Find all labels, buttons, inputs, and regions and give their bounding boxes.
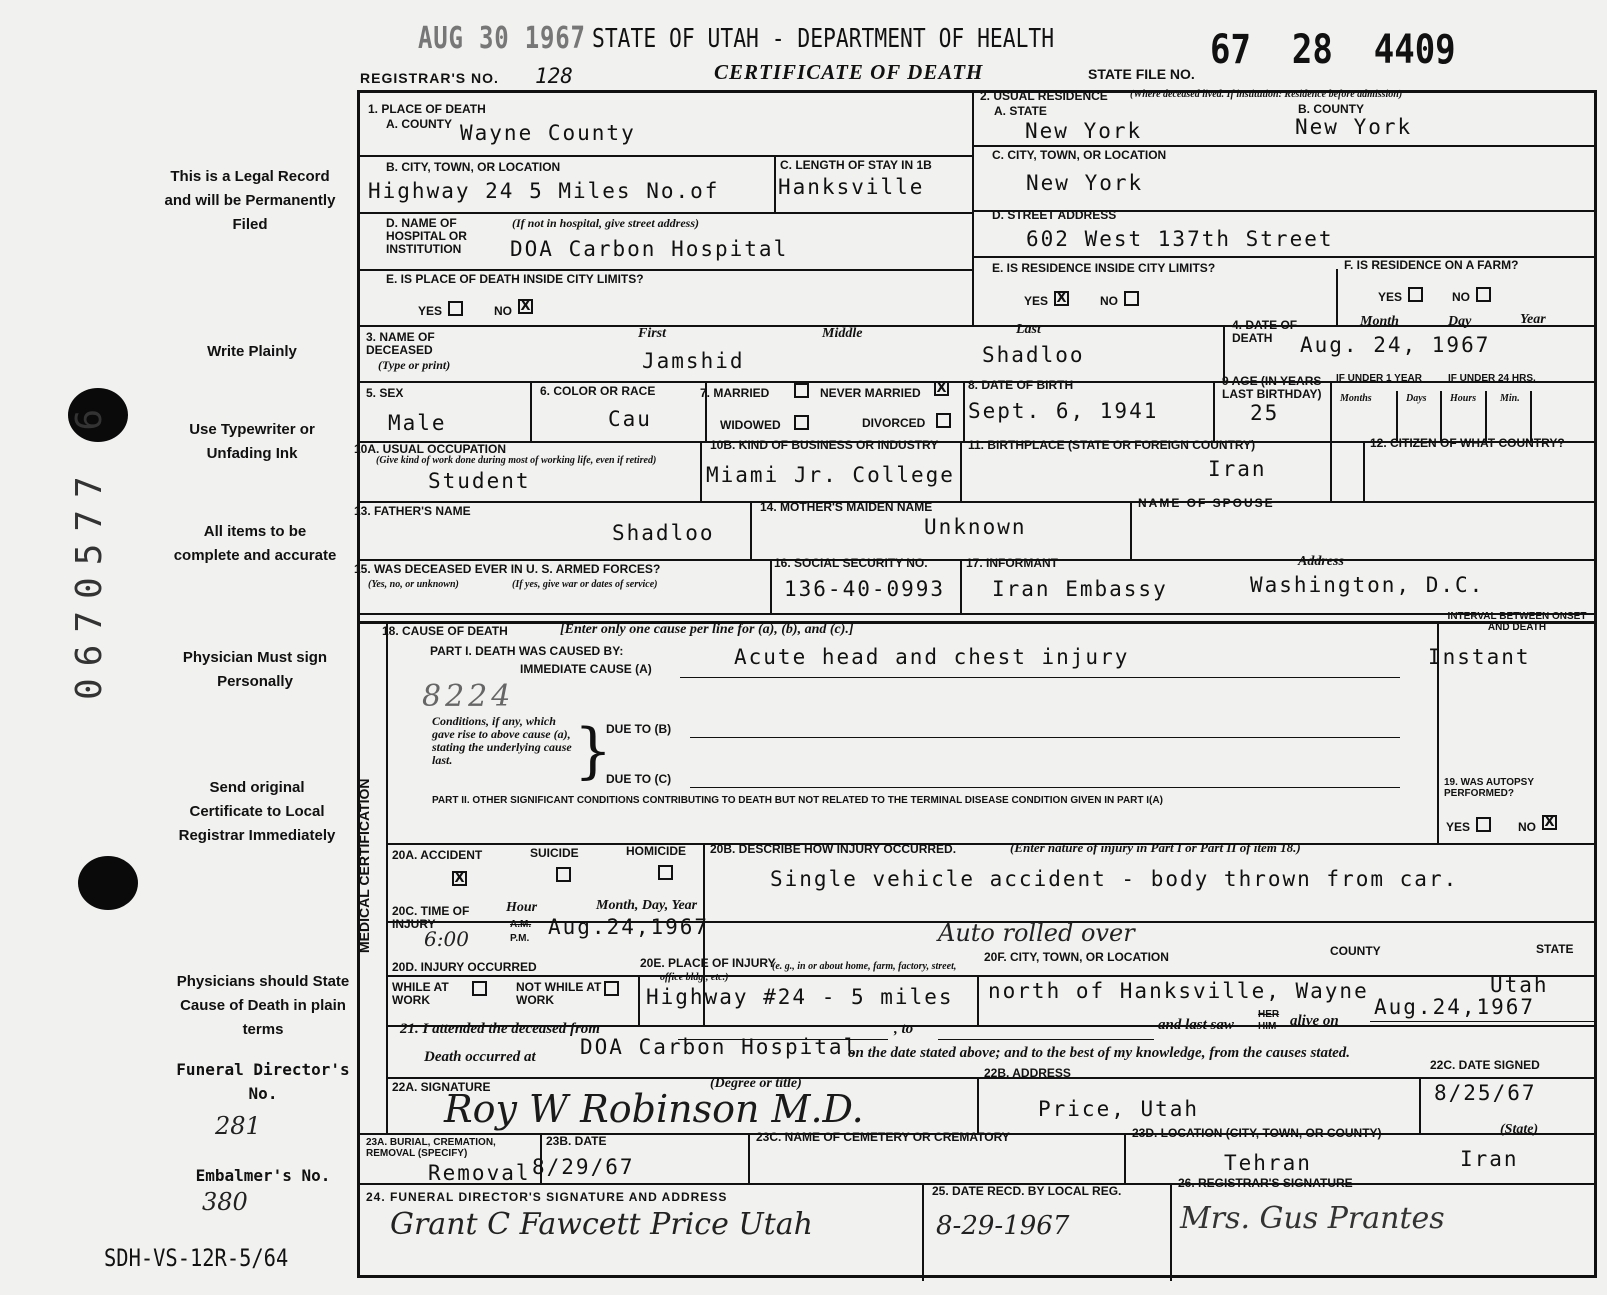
am-label: A.M. [510, 919, 532, 930]
city-c-label: C. CITY, TOWN, OR LOCATION [992, 148, 1167, 162]
farm-label: F. IS RESIDENCE ON A FARM? [1344, 258, 1519, 272]
ssn-value: 136-40-0993 [784, 577, 946, 601]
occupation-value: Student [428, 469, 531, 493]
date-of-birth-value: Sept. 6, 1941 [968, 399, 1159, 423]
to-label: , to [894, 1021, 914, 1037]
certificate-title: CERTIFICATE OF DEATH [714, 60, 984, 84]
informant-value: Iran Embassy [992, 577, 1168, 601]
signature-22a-label: 22A. SIGNATURE [392, 1080, 491, 1094]
res-city-no-checkbox[interactable] [1124, 291, 1139, 306]
never-married-label: NEVER MARRIED [820, 386, 921, 400]
inside-city-limits-label: E. IS PLACE OF DEATH INSIDE CITY LIMITS? [386, 272, 644, 286]
business-value: Miami Jr. College [706, 463, 955, 487]
vertical-serial-number: 0670577 6 [69, 396, 110, 700]
age-label: 9 AGE (IN YEARS LAST BIRTHDAY) [1222, 374, 1322, 401]
date-23b-value: 8/29/67 [532, 1155, 635, 1179]
sidebar-write-plainly: Write Plainly [207, 343, 297, 360]
describe-injury-note: (Enter nature of injury in Part I or Part II of item 18.) [1010, 840, 1301, 855]
interval-value: Instant [1428, 645, 1531, 669]
street-d-label: D. STREET ADDRESS [992, 208, 1117, 222]
interval-label: INTERVAL BETWEEN ONSET AND DEATH [1447, 611, 1587, 633]
funeral-director-no-value: 281 [215, 1112, 261, 1140]
punch-hole-bottom [78, 856, 138, 910]
mother-value: Unknown [924, 515, 1027, 539]
type-or-print-note: (Type or print) [378, 358, 451, 372]
in-city-yes-label: YES [418, 304, 443, 318]
father-label: 13. FATHER'S NAME [354, 504, 471, 518]
alive-on-label: alive on [1290, 1013, 1339, 1029]
county-value: Wayne County [460, 121, 636, 145]
month-label: Month [1360, 314, 1399, 329]
form-code: SDH-VS-12R-5/64 [104, 1244, 289, 1272]
city-20f-value: north of Hanksville, Wayne [988, 979, 1369, 1003]
place-of-injury-note: (e. g., in or about home, farm, factory, street, office bldg., etc.) [660, 961, 957, 983]
hospital-note: (If not in hospital, give street address) [512, 216, 700, 230]
received-stamp: AUG 30 1967 [418, 21, 586, 56]
in-city-yes-checkbox[interactable] [448, 301, 463, 316]
date-of-birth-label: 8. DATE OF BIRTH [968, 378, 1074, 392]
funeral-director-signature-label: 24. FUNERAL DIRECTOR'S SIGNATURE AND ADDRESS [366, 1190, 728, 1204]
conditions-note: Conditions, if any, which gave rise to above cause (a), stating the underlying cause last. [432, 714, 572, 767]
spouse-label: NAME OF SPOUSE [1138, 496, 1275, 510]
death-occurred-label: Death occurred at [424, 1049, 536, 1065]
name-of-deceased-label: 3. NAME OF DECEASED [366, 330, 435, 357]
homicide-checkbox[interactable] [658, 865, 673, 880]
state-a-label: A. STATE [994, 104, 1047, 118]
divorced-label: DIVORCED [862, 416, 926, 430]
cause-of-death-label: 18. CAUSE OF DEATH [382, 624, 508, 638]
homicide-label: HOMICIDE [626, 844, 686, 858]
describe-injury-value: Single vehicle accident - body thrown from car. [770, 867, 1459, 891]
state-20f-value: Utah [1490, 973, 1549, 997]
funeral-director-no-label: Funeral Director's No. [176, 1060, 350, 1103]
usual-residence-label: 2. USUAL RESIDENCE [980, 89, 1108, 103]
registrar-no-label: REGISTRAR'S NO. [360, 70, 499, 86]
state-file-label: STATE FILE NO. [1088, 66, 1195, 82]
due-to-c-label: DUE TO (C) [606, 772, 672, 786]
sex-value: Male [388, 411, 447, 435]
res-city-yes-checkbox[interactable]: X [1054, 291, 1069, 306]
registrar-no-value: 128 [535, 64, 573, 88]
date-signed-label: 22C. DATE SIGNED [1430, 1058, 1540, 1072]
registrar-signature: Mrs. Gus Prantes [1180, 1201, 1445, 1236]
certificate-form: 1. PLACE OF DEATH A. COUNTY Wayne County B. CITY, TOWN, OR LOCATION Highway 24 5 Miles No.of C. LENGTH OF STAY IN 1B Hanksville D. NAME OF HOSPITAL OR INSTITUTION (If not in hospital, give street address) DOA Carbon Hospital E. IS PLACE OF DEATH INSIDE CITY LIMITS? YES NO X 2. USUAL RESIDENCE (Where deceased lived. If institution: Residence before admission) A. STATE New York B. COUNTY New York C. CITY, TOWN, OR LOCATION New York D. STREET ADDRESS 602 West 137th Street E. IS RESIDENCE INSIDE CITY LIMITS? YES X NO F. IS RESIDENCE ON A FARM? YES NO 3. NAME OF DECEASED (Type or print) First Middle Last Jamshid Shadloo 4. DATE OF DEATH Month Day Year Aug. 24, 1967 5. SEX Male 6. COLOR OR RACE Cau 7. MARRIED NEVER MARRIED X WIDOWED DIVORCED 8. DATE OF BIRTH Sept. 6, 1941 9 AGE (IN YEARS LAST BIRTHDAY) 25 IF UNDER 1 YEAR IF UNDER 24 HRS. Months Days Hours Min. 10A. USUAL OCCUPATION (Give kind of work done during most of working life, even if retired) Student 10B. KIND OF BUSINESS OR INDUSTRY Miami Jr. College 11. BIRTHPLACE (STATE OR FOREIGN COUNTRY) Iran 12. CITIZEN OF WHAT COUNTRY? 13. FATHER'S NAME Shadloo 14. MOTHER'S MAIDEN NAME Unknown NAME OF SPOUSE 15. WAS DECEASED EVER IN U. S. ARMED FORCES? (Yes, no, or unknown) (If yes, give war or dates of service) 16. SOCIAL SECURITY NO. 136-40-0993 17. INFORMANT Address Iran Embassy Washington, D.C. MEDICAL CERTIFICATION 18. CAUSE OF DEATH [Enter only one cause per line for (a), (b), and (c).] PART I. DEATH WAS CAUSED BY: IMMEDIATE CAUSE (A) Acute head and chest injury 8224 Conditions, if any, which gave rise to above cause (a), stating the underlying cause last. } DUE TO (B) DUE TO (C) PART II. OTHER SIGNIFICANT CONDITIONS CONTRIBUTING TO DEATH BUT NOT RELATED TO THE TERMINAL DISEASE CONDITION GIVEN IN PART I(A) INTERVAL BETWEEN ONSET AND DEATH Instant 19. WAS AUTOPSY PERFORMED? YES NO X 20A. ACCIDENT X SUICIDE HOMICIDE 20B. DESCRIBE HOW INJURY OCCURRED. (Enter nature of injury in Part I or Part II of item 18.) Single vehicle accident - body thrown from car. Auto rolled over 20C. TIME OF INJURY Hour Month, Day, Year A.M. P.M. 6:00 Aug.24,1967 20D. INJURY OCCURRED WHILE AT WORK NOT WHILE AT WORK 20E. PLACE OF INJURY (e. g., in or about home, farm, factory, street, office bldg., etc.) Highway #24 - 5 miles 20F. CITY, TOWN, OR LOCATION COUNTY STATE north of Hanksville, Wayne Utah 21. I attended the deceased from , to and last saw HIM HER alive on Aug.24,1967 Death occurred at DOA Carbon Hospital on the date stated above; and to the best of my knowledge, from the causes stated. 22A. SIGNATURE (Degree or title) Roy W Robinson M.D. 22B. ADDRESS Price, Utah 22C. DATE SIGNED 8/25/67 23A. BURIAL, CREMATION, REMOVAL (SPECIFY) Removal 23B. DATE 8/29/67 23C. NAME OF CEMETERY OR CREMATORY 23D. LOCATION (CITY, TOWN, OR COUNTY) (State) Tehran Iran 24. FUNERAL DIRECTOR'S SIGNATURE AND ADDRESS Grant C Fawcett Price Utah 25. DATE RECD. BY LOCAL REG. 8-29-1967 26. REGISTRAR'S SIGNATURE Mrs. Gus Prantes [357, 90, 1597, 1278]
autopsy-yes-checkbox[interactable] [1476, 817, 1491, 832]
first-label: First [638, 326, 667, 341]
under-24-hrs-label: IF UNDER 24 HRS. [1448, 373, 1536, 384]
not-while-at-work-checkbox[interactable] [604, 981, 619, 996]
injury-occurred-label: 20D. INJURY OCCURRED [392, 960, 537, 974]
state-file-number: 67 28 4409 [1210, 27, 1456, 73]
ssn-label: 16. SOCIAL SECURITY NO. [774, 556, 928, 570]
while-at-work-label: WHILE AT WORK [392, 980, 449, 1007]
informant-label: 17. INFORMANT [966, 556, 1059, 570]
hours-label: Hours [1450, 393, 1477, 404]
date-received-label: 25. DATE RECD. BY LOCAL REG. [932, 1184, 1122, 1198]
last-name-value: Shadloo [982, 343, 1085, 367]
alive-on-value: Aug.24,1967 [1374, 995, 1536, 1019]
county-20f-label: COUNTY [1330, 944, 1381, 958]
state-20f-label: STATE [1536, 942, 1574, 956]
race-label: 6. COLOR OR RACE [540, 384, 656, 398]
res-city-no-label: NO [1100, 294, 1118, 308]
married-checkbox[interactable] [794, 383, 809, 398]
date-signed-value: 8/25/67 [1434, 1081, 1537, 1105]
sidebar-physician: Physician Must sign Personally [182, 649, 328, 690]
autopsy-no-label: NO [1518, 820, 1536, 834]
date-of-death-value: Aug. 24, 1967 [1300, 333, 1491, 357]
last-label: Last [1016, 322, 1041, 337]
in-city-no-label: NO [494, 304, 512, 318]
location-23d-value: Tehran [1224, 1151, 1312, 1175]
him-label: HIM [1258, 1021, 1277, 1032]
divorced-checkbox[interactable] [936, 413, 951, 428]
sidebar-physicians-cause: Physicians should State Cause of Death in plain terms [176, 973, 350, 1038]
widowed-checkbox[interactable] [794, 415, 809, 430]
part-2-label: PART II. OTHER SIGNIFICANT CONDITIONS CONTRIBUTING TO DEATH BUT NOT RELATED TO THE TERMINAL DISEASE CONDITION GIVEN IN PART I(A) [432, 795, 1163, 806]
registrar-signature-label: 26. REGISTRAR'S SIGNATURE [1178, 1176, 1353, 1190]
occupation-note: (Give kind of work done during most of working life, even if retired) [376, 455, 657, 466]
stated-above-label: on the date stated above; and to the best of my knowledge, from the causes stated. [848, 1045, 1351, 1061]
city-20f-label: 20F. CITY, TOWN, OR LOCATION [984, 950, 1169, 964]
immediate-cause-value: Acute head and chest injury [734, 645, 1130, 669]
accident-label: 20A. ACCIDENT [392, 848, 483, 862]
physician-signature: Roy W Robinson M.D. [444, 1087, 864, 1131]
usual-residence-note: (Where deceased lived. If institution: Residence before admission) [1130, 89, 1403, 100]
in-city-no-checkbox[interactable]: X [518, 299, 533, 314]
attended-label: 21. I attended the deceased from [400, 1021, 600, 1037]
cemetery-label: 23C. NAME OF CEMETERY OR CREMATORY [756, 1130, 1010, 1144]
pm-label: P.M. [510, 933, 530, 944]
accident-checkbox[interactable]: X [452, 871, 467, 886]
address-22b-label: 22B. ADDRESS [984, 1066, 1071, 1080]
place-of-death-label: 1. PLACE OF DEATH [368, 102, 486, 116]
autopsy-yes-label: YES [1446, 820, 1471, 834]
widowed-label: WIDOWED [720, 418, 781, 432]
degree-title-label: (Degree or title) [710, 1076, 802, 1091]
age-value: 25 [1250, 401, 1280, 425]
date-received-value: 8-29-1967 [936, 1211, 1070, 1241]
business-label: 10B. KIND OF BUSINESS OR INDUSTRY [710, 438, 939, 452]
cause-note: [Enter only one cause per line for (a), (b), and (c).] [560, 622, 854, 637]
farm-no-checkbox[interactable] [1476, 287, 1491, 302]
first-name-value: Jamshid [642, 349, 745, 373]
time-of-injury-label: 20C. TIME OF INJURY [392, 904, 470, 931]
injury-date-value: Aug.24,1967 [548, 915, 710, 939]
mother-label: 14. MOTHER'S MAIDEN NAME [760, 500, 933, 514]
length-of-stay-value: Hanksville [778, 175, 925, 199]
hospital-value: DOA Carbon Hospital [510, 237, 789, 261]
state-title: STATE OF UTAH - DEPARTMENT OF HEALTH [592, 24, 1055, 54]
while-at-work-checkbox[interactable] [472, 981, 487, 996]
due-to-b-label: DUE TO (B) [606, 722, 672, 736]
birthplace-label: 11. BIRTHPLACE (STATE OR FOREIGN COUNTRY) [968, 438, 1256, 452]
residence-city-limits-label: E. IS RESIDENCE INSIDE CITY LIMITS? [992, 261, 1216, 275]
sidebar-all-items: All items to be complete and accurate [173, 523, 337, 564]
farm-no-label: NO [1452, 290, 1470, 304]
armed-forces-label: 15. WAS DECEASED EVER IN U. S. ARMED FORCES? [354, 562, 661, 576]
location-23d-state-value: Iran [1460, 1147, 1519, 1171]
min-label: Min. [1500, 393, 1520, 404]
county-a-label: A. COUNTY [386, 117, 452, 131]
married-label: 7. MARRIED [700, 386, 770, 400]
address-22b-value: Price, Utah [1038, 1097, 1200, 1121]
father-value: Shadloo [612, 521, 715, 545]
date-23b-label: 23B. DATE [546, 1134, 607, 1148]
res-city-yes-label: YES [1024, 294, 1049, 308]
never-married-checkbox[interactable]: X [934, 381, 949, 396]
time-of-injury-value: 6:00 [424, 927, 469, 951]
death-occurred-value: DOA Carbon Hospital [580, 1035, 859, 1059]
date-of-death-label: 4. DATE OF DEATH [1232, 318, 1298, 345]
disposition-value: Removal [428, 1161, 531, 1185]
sidebar-typewriter: Use Typewriter or Unfading Ink [189, 421, 315, 462]
location-23d-label: 23D. LOCATION (CITY, TOWN, OR COUNTY) [1132, 1126, 1382, 1140]
immediate-cause-label: IMMEDIATE CAUSE (A) [520, 662, 652, 676]
last-saw-label: and last saw [1158, 1017, 1234, 1033]
informant-address-label: Address [1298, 554, 1344, 569]
sex-label: 5. SEX [366, 386, 404, 400]
part-1-label: PART I. DEATH WAS CAUSED BY: [430, 644, 624, 658]
months-label: Months [1340, 393, 1372, 404]
informant-address-value: Washington, D.C. [1250, 573, 1485, 597]
autopsy-no-checkbox[interactable]: X [1542, 815, 1557, 830]
describe-injury-label: 20B. DESCRIBE HOW INJURY OCCURRED. [710, 842, 957, 856]
hour-label: Hour [506, 900, 538, 915]
not-while-at-work-label: NOT WHILE AT WORK [516, 980, 602, 1007]
medical-certification-label: MEDICAL CERTIFICATION [356, 778, 372, 953]
farm-yes-checkbox[interactable] [1408, 287, 1423, 302]
middle-label: Middle [822, 326, 863, 341]
birthplace-value: Iran [1208, 457, 1267, 481]
length-of-stay-label: C. LENGTH OF STAY IN 1B [780, 158, 932, 172]
suicide-label: SUICIDE [530, 846, 579, 860]
city-value: Highway 24 5 Miles No.of [368, 179, 720, 203]
armed-forces-note-2: (If yes, give war or dates of service) [512, 579, 658, 590]
her-label: HER [1258, 1009, 1280, 1020]
embalmer-no-value: 380 [202, 1188, 248, 1216]
suicide-checkbox[interactable] [556, 867, 571, 882]
residence-county-value: New York [1295, 115, 1413, 139]
race-value: Cau [608, 407, 652, 431]
occupation-label: 10A. USUAL OCCUPATION [354, 442, 507, 456]
under-1-year-label: IF UNDER 1 YEAR [1336, 373, 1422, 384]
days-label: Days [1406, 393, 1427, 404]
funeral-director-signature: Grant C Fawcett Price Utah [390, 1207, 813, 1242]
year-label: Year [1520, 312, 1546, 327]
month-day-year-label: Month, Day, Year [596, 898, 698, 913]
county-b-label: B. COUNTY [1298, 102, 1364, 116]
armed-forces-note-1: (Yes, no, or unknown) [368, 579, 459, 590]
sidebar-legal-record: This is a Legal Record and will be Permanently Filed [164, 168, 336, 233]
residence-city-value: New York [1026, 171, 1144, 195]
cause-code-value: 8224 [422, 679, 515, 714]
sidebar-send-original: Send original Certificate to Local Registrar Immediately [178, 779, 336, 844]
place-of-injury-label: 20E. PLACE OF INJURY [640, 956, 776, 970]
embalmer-no-label: Embalmer's No. [195, 1166, 331, 1185]
burial-label: 23A. BURIAL, CREMATION, REMOVAL (SPECIFY) [366, 1137, 496, 1159]
street-value: 602 West 137th Street [1026, 227, 1334, 251]
place-of-injury-value: Highway #24 - 5 miles [646, 985, 954, 1009]
city-b-label: B. CITY, TOWN, OR LOCATION [386, 160, 561, 174]
residence-state-value: New York [1025, 119, 1143, 143]
hospital-label: D. NAME OF HOSPITAL OR INSTITUTION [386, 216, 467, 256]
state-23d-label: (State) [1500, 1122, 1539, 1137]
citizen-label: 12. CITIZEN OF WHAT COUNTRY? [1370, 436, 1565, 450]
auto-rolled-over-note: Auto rolled over [938, 919, 1135, 947]
farm-yes-label: YES [1378, 290, 1403, 304]
day-label: Day [1448, 314, 1472, 329]
autopsy-label: 19. WAS AUTOPSY PERFORMED? [1444, 777, 1534, 799]
